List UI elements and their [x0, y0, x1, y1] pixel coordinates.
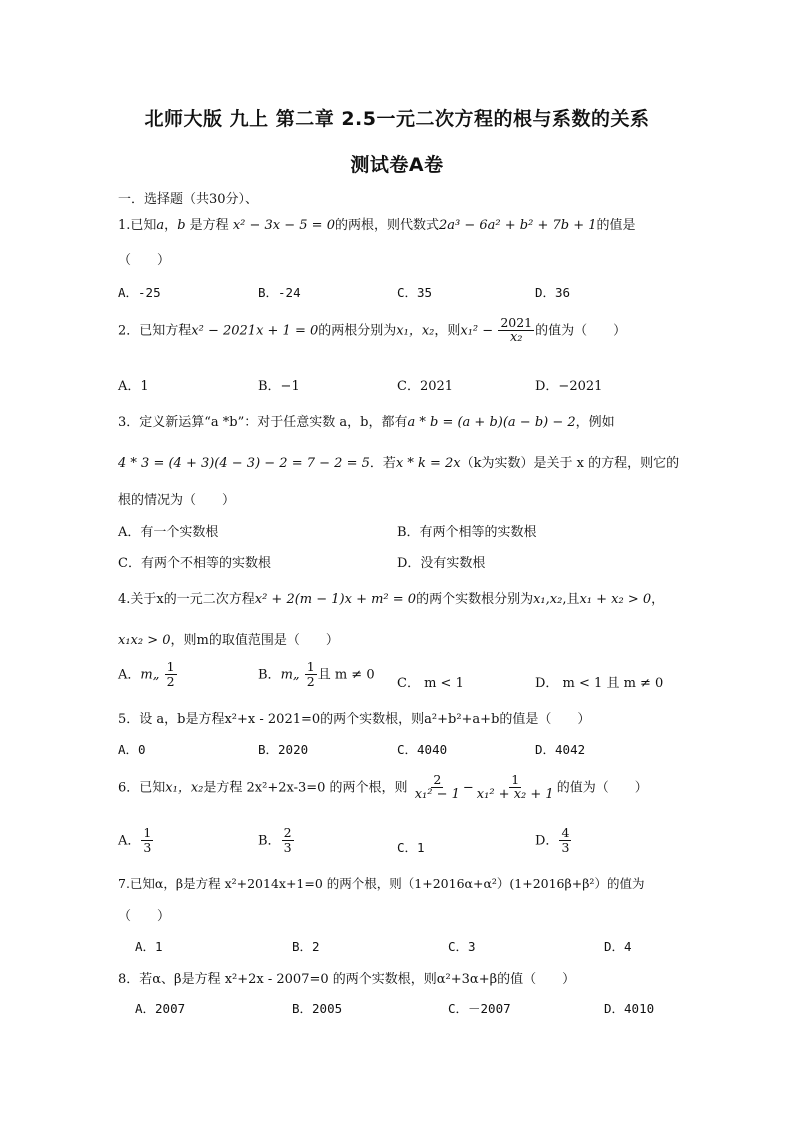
- q2-then: ，则: [434, 323, 461, 339]
- q4-b-num: 1: [306, 659, 315, 674]
- question-7: 7.已知α，β是方程 x²+2014x+1=0 的两个根，则（1+2016α+α²）(1+2016β+β²）的值为: [118, 876, 645, 891]
- q1-prefix: 1.已知: [118, 218, 157, 233]
- q2-fraction-num: 2021: [500, 315, 533, 330]
- question-3-line-1: [118, 411, 615, 430]
- q6-b-num: 2: [283, 825, 292, 840]
- q7-option-b: B．2: [292, 939, 320, 954]
- q6-option-b-label: B．: [258, 833, 281, 849]
- q6-b-den: 3: [283, 840, 292, 856]
- q3-example-label: ，例如: [575, 415, 615, 430]
- q2-prefix: 2．已知方程: [118, 323, 192, 339]
- q1-equation: x² − 3x − 5 = 0: [232, 218, 335, 233]
- question-1: 1.已知a，b 是方程 x² − 3x − 5 = 0的两根，则代数式2a³ − 6a² + b² + 7b + 1的值是: [118, 218, 636, 233]
- q6-f2-num: 1: [511, 772, 520, 787]
- q4-option-a-expr: m„: [140, 667, 160, 683]
- q4-question: ，则m的取值范围是（ ）: [170, 633, 339, 648]
- q2-option-c: C．2021: [397, 379, 454, 394]
- q4-option-d: D． m < 1 且 m ≠ 0: [535, 676, 664, 691]
- q6-prefix: 6．已知: [118, 780, 166, 796]
- section-heading: 一．选择题（共30分）、: [118, 192, 259, 207]
- q6-fraction-2: [475, 773, 556, 803]
- question-6: [118, 773, 648, 803]
- q7-option-a: A．1: [135, 939, 163, 954]
- q6-option-a-fraction: [141, 826, 153, 856]
- q7-option-d: D．4: [604, 939, 632, 954]
- q6-a-num: 1: [143, 825, 152, 840]
- q4-option-b: [258, 660, 375, 690]
- q4-condition-1: x₁ + x₂ > 0: [579, 592, 652, 607]
- q3-option-a: A．有一个实数根: [118, 525, 219, 540]
- q1-var-a: a: [156, 218, 165, 233]
- q1-option-c: C．35: [397, 285, 433, 300]
- q4-comma: ，: [651, 592, 665, 607]
- q1-option-d: D．36: [535, 285, 571, 300]
- question-4-line-2: [118, 629, 339, 648]
- q4-option-b-fraction: [305, 660, 317, 690]
- document-title: 北师大版 九上 第二章 2.5一元二次方程的根与系数的关系: [144, 108, 650, 130]
- q6-minus: −: [462, 780, 474, 796]
- q1-post: 的两根，则代数式: [334, 218, 439, 233]
- q1-var-b: b: [177, 218, 186, 233]
- q6-f1-den: x₁² − 1: [414, 787, 460, 803]
- q3-line2-end: （k为实数）是关于 x 的方程，则它的: [460, 456, 680, 471]
- q6-option-d-fraction: [559, 826, 571, 856]
- q2-roots: x₁，x₂: [396, 323, 435, 339]
- q3-option-c: C．有两个不相等的实数根: [118, 556, 271, 571]
- q6-d-den: 3: [561, 840, 570, 856]
- q3-text: 3．定义新运算“a *b”：对于任意实数 a，b，都有: [118, 415, 408, 430]
- q6-a-den: 3: [143, 840, 152, 856]
- q4-and: ,且: [562, 592, 580, 607]
- q5-option-a: A．0: [118, 742, 146, 757]
- q1-end: 的值是: [596, 218, 636, 233]
- q6-end: 的值为（ ）: [556, 780, 648, 796]
- document-subtitle: 测试卷A卷: [350, 154, 444, 176]
- q8-option-c: C．－2007: [448, 1001, 511, 1016]
- question-4-line-1: [118, 588, 664, 607]
- q7-paren: （ ）: [118, 909, 171, 924]
- q4-roots: x₁,x₂: [533, 592, 563, 607]
- q4-option-a-fraction: [165, 660, 177, 690]
- q4-option-a-label: A．: [118, 667, 141, 683]
- question-5: 5．设 a，b是方程x²+x - 2021=0的两个实数根，则a²+b²+a+b的值是（ ）: [118, 712, 591, 727]
- q3-option-b: B．有两个相等的实数根: [397, 525, 537, 540]
- question-3-line-3: 根的情况为（ ）: [118, 493, 236, 508]
- q6-d-num: 4: [561, 825, 570, 840]
- question-8: 8．若α、β是方程 x²+2x - 2007=0 的两个实数根，则α²+3α+β的值（ ）: [118, 972, 576, 987]
- q4-equation: x² + 2(m − 1)x + m² = 0: [254, 592, 417, 607]
- q4-b-den: 2: [306, 674, 315, 690]
- q6-option-d-label: D．: [535, 833, 559, 849]
- q1-expression: 2a³ − 6a² + b² + 7b + 1: [439, 218, 597, 233]
- q6-option-b-fraction: [282, 826, 294, 856]
- q5-option-d: D．4042: [535, 742, 586, 757]
- q4-a-num: 1: [166, 659, 175, 674]
- q4-option-c: C． m < 1: [397, 676, 464, 691]
- q6-roots: x₁，x₂: [165, 780, 204, 796]
- question-2: [118, 316, 626, 346]
- q1-option-b: B．-24: [258, 285, 301, 300]
- q4-option-a: [118, 660, 178, 690]
- q6-mid: 是方程 2x²+2x-3=0 的两个根，则: [203, 780, 408, 796]
- q4-option-b-expr: m„: [280, 667, 300, 683]
- q2-end: 的值为（ ）: [535, 323, 627, 339]
- q4-condition-2: x₁x₂ > 0: [118, 633, 171, 648]
- q2-fraction: [498, 316, 534, 346]
- q2-equation: x² − 2021x + 1 = 0: [191, 323, 319, 339]
- q4-a-den: 2: [166, 674, 175, 690]
- q2-fraction-den: x₂: [509, 330, 523, 346]
- q6-fraction-1: [413, 773, 462, 803]
- q6-option-a: [118, 826, 154, 856]
- q4-option-b-post: 且 m ≠ 0: [317, 667, 375, 683]
- q4-prefix: 4.关于x的一元二次方程: [118, 592, 255, 607]
- q4-mid: 的两个实数根分别为: [416, 592, 534, 607]
- q2-lhs: x₁² −: [460, 323, 494, 339]
- q2-option-a: A．1: [118, 379, 149, 394]
- q1-paren: （ ）: [118, 253, 171, 268]
- q3-if: ．若: [369, 456, 396, 471]
- q7-option-c: C．3: [448, 939, 476, 954]
- q5-option-b: B．2020: [258, 742, 309, 757]
- q3-example: 4 * 3 = (4 + 3)(4 − 3) − 2 = 7 − 2 = 5: [118, 456, 370, 471]
- q8-option-d: D．4010: [604, 1001, 655, 1016]
- q8-option-a: A．2007: [135, 1001, 186, 1016]
- q1-mid: 是方程: [189, 218, 229, 233]
- q3-option-d: D．没有实数根: [397, 556, 486, 571]
- q6-f2-den: x₁² + x₂ + 1: [476, 787, 554, 803]
- q4-option-b-label: B．: [258, 667, 281, 683]
- q6-option-d: [535, 826, 572, 856]
- q8-option-b: B．2005: [292, 1001, 343, 1016]
- q2-mid: 的两根分别为: [318, 323, 397, 339]
- q6-option-a-label: A．: [118, 833, 141, 849]
- q5-option-c: C．4040: [397, 742, 448, 757]
- q6-f1-num: 2: [433, 772, 442, 787]
- q2-option-d: D．−2021: [535, 379, 603, 394]
- q3-definition: a * b = (a + b)(a − b) − 2: [407, 415, 576, 430]
- question-3-line-2: [118, 452, 679, 471]
- q6-option-b: [258, 826, 295, 856]
- q2-option-b: B．−1: [258, 379, 300, 394]
- q6-option-c: C．1: [397, 840, 425, 855]
- q3-equation: x * k = 2x: [395, 456, 461, 471]
- q1-option-a: A．-25: [118, 285, 161, 300]
